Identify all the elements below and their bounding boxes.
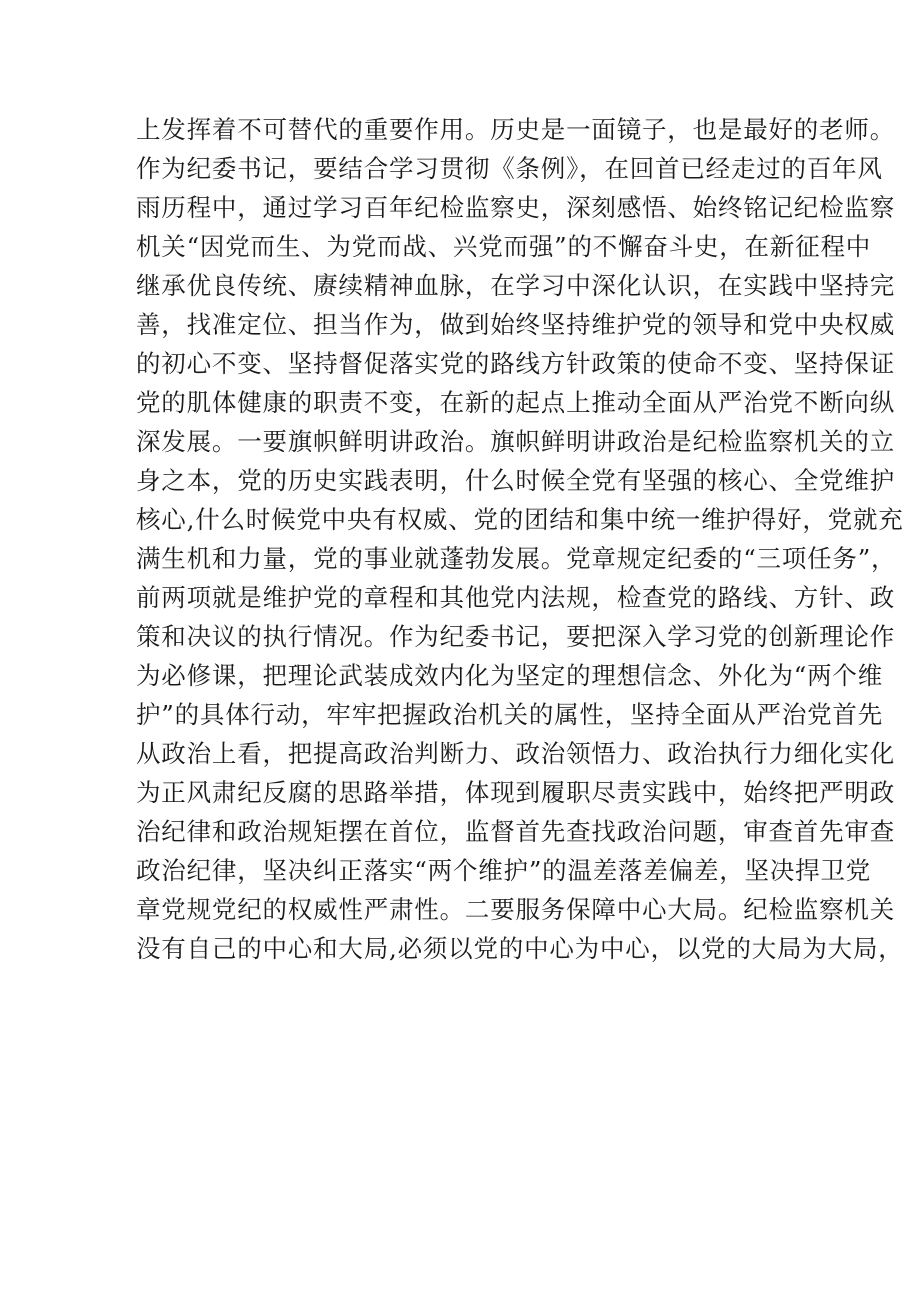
text-line-14: 策和决议的执行情况。作为纪委书记，要把深入学习党的创新理论作: [136, 622, 895, 651]
text-line-10: 身之本，党的历史实践表明，什么时候全党有坚强的核心、全党维护: [136, 466, 895, 495]
text-line-20: 政治纪律，坚决纠正落实“两个维护”的温差落差偏差，坚决捍卫党: [136, 856, 872, 885]
text-line-12: 满生机和力量，党的事业就蓬勃发展。党章规定纪委的“三项任务”，: [136, 544, 897, 573]
text-line-22: 没有自己的中心和大局,必须以党的中心为中心，以党的大局为大局，: [136, 934, 904, 963]
text-line-5: 继承优良传统、赓续精神血脉，在学习中深化认识，在实践中坚持完: [136, 271, 895, 300]
text-line-7: 的初心不变、坚持督促落实党的路线方针政策的使命不变、坚持保证: [136, 349, 895, 378]
text-line-17: 从政治上看，把提高政治判断力、政治领悟力、政治执行力细化实化: [136, 739, 895, 768]
text-line-2: 作为纪委书记，要结合学习贯彻《条例》，在回首已经走过的百年风: [136, 154, 883, 183]
text-line-6: 善，找准定位、担当作为，做到始终坚持维护党的领导和党中央权威: [136, 310, 895, 339]
text-line-4: 机关“因党而生、为党而战、兴党而强”的不懈奋斗史，在新征程中: [136, 232, 872, 261]
text-line-1: 上发挥着不可替代的重要作用。历史是一面镜子，也是最好的老师。: [136, 115, 895, 144]
text-line-11: 核心,什么时候党中央有权威、党的团结和集中统一维护得好，党就充: [136, 505, 904, 534]
text-line-3: 雨历程中，通过学习百年纪检监察史，深刻感悟、始终铭记纪检监察: [136, 193, 895, 222]
body-text: [136, 110, 904, 968]
text-line-13: 前两项就是维护党的章程和其他党内法规，检查党的路线、方针、政: [136, 583, 895, 612]
text-line-8: 党的肌体健康的职责不变，在新的起点上推动全面从严治党不断向纵: [136, 388, 895, 417]
text-line-18: 为正风肃纪反腐的思路举措，体现到履职尽责实践中，始终把严明政: [136, 778, 895, 807]
text-line-9: 深发展。一要旗帜鲜明讲政治。旗帜鲜明讲政治是纪检监察机关的立: [136, 427, 895, 456]
text-line-16: 护”的具体行动，牢牢把握政治机关的属性，坚持全面从严治党首先: [136, 700, 884, 729]
text-line-21: 章党规党纪的权威性严肃性。二要服务保障中心大局。纪检监察机关: [136, 895, 895, 924]
text-line-19: 治纪律和政治规矩摆在首位，监督首先查找政治问题，审查首先审查: [136, 817, 895, 846]
text-line-15: 为必修课，把理论武装成效内化为坚定的理想信念、外化为“两个维: [136, 661, 884, 690]
